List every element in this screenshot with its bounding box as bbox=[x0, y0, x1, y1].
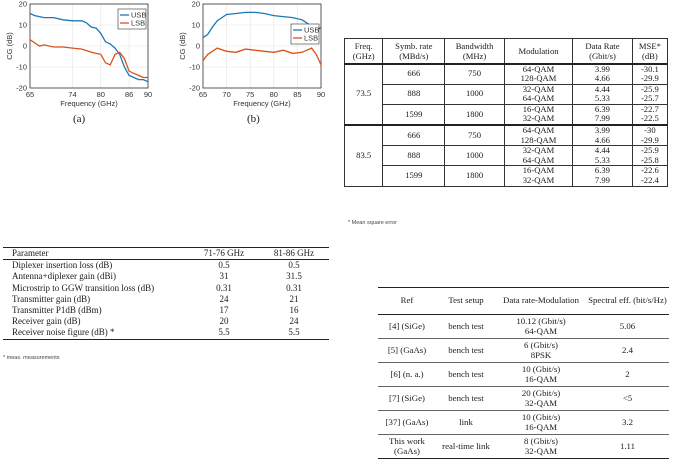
rate-cell bbox=[573, 104, 633, 125]
rate-cell bbox=[496, 363, 586, 387]
table-row bbox=[3, 294, 329, 305]
mse-cell bbox=[632, 146, 667, 166]
setup-cell bbox=[436, 363, 496, 387]
efficiency-cell-text: 1.11 bbox=[619, 440, 636, 451]
rate-cell-text: 16-QAM bbox=[524, 373, 558, 384]
plot-a bbox=[0, 0, 160, 110]
param-cell: Transmitter P1dB (dBm) bbox=[12, 305, 102, 316]
efficiency-cell bbox=[586, 411, 669, 435]
mse-value: -29.9 bbox=[640, 134, 659, 145]
rate-value: 4.44 bbox=[594, 145, 610, 156]
rate-cell-text: 10 (Gbit/s) bbox=[521, 364, 561, 375]
mod-cell bbox=[504, 64, 572, 85]
column-header: Data rate-Modulation bbox=[503, 295, 579, 306]
column-header: Parameter bbox=[12, 248, 49, 258]
table-row bbox=[378, 363, 669, 387]
table-header-row bbox=[3, 248, 329, 260]
rate-cell bbox=[573, 125, 633, 146]
sym-cell: 1599 bbox=[383, 166, 445, 186]
value-cell: 0.5 bbox=[288, 260, 300, 271]
table-row bbox=[378, 315, 669, 339]
comparison-table-body bbox=[378, 315, 669, 459]
modulation-results-table bbox=[344, 38, 668, 187]
rate-cell-text: 16-QAM bbox=[524, 421, 558, 432]
column-header: MSE* (dB) bbox=[632, 39, 667, 64]
mse-cell bbox=[632, 64, 667, 85]
table-row bbox=[3, 283, 329, 294]
table-row bbox=[345, 166, 668, 186]
x-tick-label: 90 bbox=[316, 90, 326, 99]
mse-value: -25.7 bbox=[640, 93, 659, 104]
x-tick-label: 85 bbox=[293, 90, 302, 99]
column-header: Data Rate (Gbit/s) bbox=[573, 39, 633, 64]
value-cell: 21 bbox=[289, 293, 299, 304]
mod-value: 64-QAM bbox=[522, 154, 555, 165]
sym-cell: 666 bbox=[383, 125, 445, 146]
param-cell: Diplexer insertion loss (dB) bbox=[12, 260, 113, 271]
mse-value: -22.4 bbox=[640, 175, 659, 186]
column-header: Bandwidth (MHz) bbox=[445, 39, 505, 64]
rate-cell bbox=[573, 64, 633, 85]
ref-cell-text: [5] (GaAs) bbox=[387, 344, 427, 355]
bw-cell: 1000 bbox=[445, 84, 505, 104]
table-header-row bbox=[345, 39, 668, 64]
table-row bbox=[345, 104, 668, 125]
rate-value: 6.39 bbox=[594, 103, 610, 114]
efficiency-cell bbox=[586, 315, 669, 339]
legend-label: USB bbox=[131, 10, 147, 20]
mod-value: 128-QAM bbox=[520, 134, 557, 145]
param-cell: Receiver gain (dB) bbox=[12, 316, 81, 327]
table-row bbox=[378, 387, 669, 411]
ref-cell bbox=[378, 411, 436, 435]
y-tick-label: 10 bbox=[18, 20, 27, 30]
table-row bbox=[345, 146, 668, 166]
bw-cell: 1800 bbox=[445, 104, 505, 125]
table-row bbox=[3, 327, 329, 339]
plot-b-svg bbox=[173, 0, 333, 110]
rate-value: 3.99 bbox=[594, 63, 610, 74]
rate-value: 3.99 bbox=[594, 125, 610, 136]
efficiency-cell-text: 2.4 bbox=[622, 344, 633, 355]
rate-value: 4.66 bbox=[594, 134, 610, 145]
value-cell: 5.5 bbox=[218, 327, 230, 338]
mod-cell bbox=[504, 104, 572, 125]
series-line-lsb bbox=[203, 48, 321, 65]
column-header: Ref bbox=[400, 295, 414, 306]
column-header: Freq. (GHz) bbox=[345, 39, 383, 64]
value-cell: 24 bbox=[219, 293, 229, 304]
efficiency-cell bbox=[586, 339, 669, 363]
rate-cell bbox=[573, 146, 633, 166]
rate-cell-text: 6 (Gbit/s) bbox=[524, 340, 558, 351]
legend-label: USB bbox=[304, 25, 320, 35]
ref-cell bbox=[378, 339, 436, 363]
efficiency-cell-text: 5.06 bbox=[619, 320, 636, 331]
sym-cell: 888 bbox=[383, 146, 445, 166]
value-cell: 31 bbox=[219, 271, 229, 282]
mse-cell bbox=[632, 125, 667, 146]
table-row bbox=[345, 125, 668, 146]
mse-value: -30.1 bbox=[640, 63, 659, 74]
column-header: Modulation bbox=[504, 39, 572, 64]
y-tick-label: 20 bbox=[18, 0, 27, 9]
rate-value: 5.33 bbox=[594, 154, 610, 165]
table-row bbox=[3, 316, 329, 327]
mse-value: -22.6 bbox=[640, 165, 659, 176]
rate-value: 5.33 bbox=[594, 93, 610, 104]
rate-cell bbox=[496, 339, 586, 363]
efficiency-cell-text: <5 bbox=[622, 392, 633, 403]
rate-cell-text: 8 (Gbit/s) bbox=[524, 436, 558, 447]
bw-cell: 750 bbox=[445, 64, 505, 85]
rate-cell-text: 64-QAM bbox=[524, 325, 558, 336]
mse-value: -22.5 bbox=[640, 113, 659, 124]
rate-cell-text: 32-QAM bbox=[524, 397, 558, 408]
x-tick-label: 90 bbox=[143, 90, 153, 99]
efficiency-cell bbox=[586, 363, 669, 387]
param-cell: Receiver noise figure (dB) * bbox=[12, 327, 115, 338]
rate-cell-text: 10 (Gbit/s) bbox=[521, 412, 561, 423]
y-tick-label: -10 bbox=[189, 62, 200, 72]
value-cell: 20 bbox=[219, 316, 229, 327]
plot-a-caption: (a) bbox=[73, 113, 86, 125]
value-cell: 0.5 bbox=[218, 260, 230, 271]
rate-cell bbox=[496, 435, 586, 459]
mod-cell bbox=[504, 84, 572, 104]
value-cell: 0.31 bbox=[286, 282, 302, 293]
y-tick-label: 0 bbox=[195, 41, 200, 51]
value-cell: 5.5 bbox=[288, 327, 300, 338]
value-cell: 0.31 bbox=[216, 282, 232, 293]
x-axis-label: Frequency (GHz) bbox=[60, 99, 118, 108]
x-axis-label: Frequency (GHz) bbox=[233, 99, 291, 108]
table1-footnote: * Mean square error bbox=[348, 220, 397, 226]
table-row bbox=[3, 305, 329, 316]
table-row bbox=[378, 411, 669, 435]
table-row bbox=[378, 339, 669, 363]
table2-footnote: * meas. measurements bbox=[3, 355, 60, 361]
rate-value: 7.99 bbox=[594, 113, 610, 124]
table-row bbox=[378, 435, 669, 459]
x-tick-label: 65 bbox=[198, 90, 208, 99]
mod-cell bbox=[504, 125, 572, 146]
x-tick-label: 74 bbox=[68, 90, 77, 99]
efficiency-cell-text: 3.2 bbox=[622, 416, 633, 427]
mod-value: 32-QAM bbox=[522, 113, 555, 124]
value-cell: 31.5 bbox=[286, 271, 302, 282]
param-cell: Antenna+diplexer gain (dBi) bbox=[12, 271, 117, 282]
column-header: 81-86 GHz bbox=[273, 248, 315, 258]
param-cell: Transmitter gain (dB) bbox=[12, 293, 91, 304]
mod-value: 64-QAM bbox=[522, 63, 555, 74]
x-tick-label: 86 bbox=[124, 90, 134, 99]
setup-cell-text: bench test bbox=[448, 320, 484, 331]
value-cell: 24 bbox=[289, 316, 299, 327]
mod-value: 64-QAM bbox=[522, 125, 555, 136]
table-group-83-5 bbox=[345, 125, 668, 186]
mse-value: -30 bbox=[644, 125, 656, 136]
value-cell: 16 bbox=[289, 305, 299, 316]
mod-value: 16-QAM bbox=[522, 103, 555, 114]
x-tick-label: 70 bbox=[222, 90, 231, 99]
mse-value: -25.8 bbox=[640, 154, 659, 165]
y-tick-label: -10 bbox=[16, 62, 27, 72]
mod-cell bbox=[504, 146, 572, 166]
efficiency-cell-text: 2 bbox=[625, 368, 630, 379]
setup-cell-text: bench test bbox=[448, 344, 484, 355]
legend-label: LSB bbox=[131, 18, 146, 28]
rate-value: 7.99 bbox=[594, 175, 610, 186]
mod-cell bbox=[504, 166, 572, 186]
y-tick-label: -20 bbox=[189, 83, 200, 93]
rate-cell bbox=[573, 84, 633, 104]
y-axis-label: CG (dB) bbox=[5, 32, 14, 60]
x-tick-label: 80 bbox=[269, 90, 278, 99]
table-row bbox=[345, 84, 668, 104]
bw-cell: 750 bbox=[445, 125, 505, 146]
column-header: Test setup bbox=[448, 295, 484, 306]
setup-cell bbox=[436, 315, 496, 339]
rate-cell bbox=[496, 315, 586, 339]
ref-cell-text: [4] (SiGe) bbox=[389, 320, 425, 331]
mse-value: -29.9 bbox=[640, 73, 659, 84]
rate-cell bbox=[496, 387, 586, 411]
rate-cell-text: 32-QAM bbox=[524, 445, 558, 456]
ref-cell-text: This work (GaAs) bbox=[389, 436, 425, 456]
setup-cell bbox=[436, 411, 496, 435]
freq-cell: 73.5 bbox=[345, 64, 383, 126]
legend-label: LSB bbox=[304, 33, 319, 43]
link-budget-table bbox=[3, 247, 329, 340]
y-tick-label: -20 bbox=[16, 83, 27, 93]
y-tick-label: 20 bbox=[191, 0, 200, 9]
ref-cell-text: [6] (n. a.) bbox=[390, 368, 424, 379]
table-row bbox=[3, 260, 329, 272]
ref-cell bbox=[378, 435, 436, 459]
column-header: 71-76 GHz bbox=[203, 248, 245, 258]
mse-value: -25.9 bbox=[640, 83, 659, 94]
plot-a-svg bbox=[0, 0, 160, 110]
mse-cell bbox=[632, 104, 667, 125]
mse-value: -25.9 bbox=[640, 145, 659, 156]
rate-value: 6.39 bbox=[594, 165, 610, 176]
param-cell: Microstrip to GGW transition loss (dB) bbox=[12, 282, 155, 293]
mod-value: 16-QAM bbox=[522, 165, 555, 176]
series-line-lsb bbox=[30, 40, 148, 78]
setup-cell-text: real-time link bbox=[442, 440, 490, 451]
table-group-73-5 bbox=[345, 64, 668, 126]
setup-cell-text: bench test bbox=[448, 392, 484, 403]
setup-cell bbox=[436, 387, 496, 411]
mse-value: -22.7 bbox=[640, 103, 659, 114]
rate-cell bbox=[573, 166, 633, 186]
sym-cell: 888 bbox=[383, 84, 445, 104]
ref-cell-text: [7] (SiGe) bbox=[389, 392, 425, 403]
ref-cell-text: [37] (GaAs) bbox=[385, 416, 429, 427]
comparison-table bbox=[378, 287, 669, 459]
sym-cell: 1599 bbox=[383, 104, 445, 125]
bw-cell: 1000 bbox=[445, 146, 505, 166]
rate-value: 4.66 bbox=[594, 73, 610, 84]
bw-cell: 1800 bbox=[445, 166, 505, 186]
column-header: Symb. rate (MBd/s) bbox=[383, 39, 445, 64]
x-tick-label: 80 bbox=[96, 90, 105, 99]
setup-cell-text: bench test bbox=[448, 368, 484, 379]
y-tick-label: 10 bbox=[191, 20, 200, 30]
x-tick-label: 65 bbox=[25, 90, 35, 99]
freq-cell: 83.5 bbox=[345, 125, 383, 186]
sym-cell: 666 bbox=[383, 64, 445, 85]
mod-value: 32-QAM bbox=[522, 145, 555, 156]
mod-value: 64-QAM bbox=[522, 93, 555, 104]
rate-cell-text: 20 (Gbit/s) bbox=[521, 388, 561, 399]
ref-cell bbox=[378, 363, 436, 387]
setup-cell bbox=[436, 435, 496, 459]
y-axis-label: CG (dB) bbox=[178, 32, 187, 60]
ref-cell bbox=[378, 315, 436, 339]
mod-value: 128-QAM bbox=[520, 73, 557, 84]
rate-value: 4.44 bbox=[594, 83, 610, 94]
rate-cell-text: 10.12 (Gbit/s) bbox=[516, 316, 566, 327]
plot-b bbox=[173, 0, 333, 110]
setup-cell bbox=[436, 339, 496, 363]
value-cell: 17 bbox=[219, 305, 229, 316]
table-row bbox=[345, 64, 668, 85]
plot-b-caption: (b) bbox=[247, 113, 260, 125]
rate-cell bbox=[496, 411, 586, 435]
efficiency-cell bbox=[586, 387, 669, 411]
y-tick-label: 0 bbox=[22, 41, 27, 51]
table-row bbox=[3, 271, 329, 282]
x-tick-label: 75 bbox=[246, 90, 255, 99]
table-header-row bbox=[378, 288, 669, 315]
efficiency-cell bbox=[586, 435, 669, 459]
mse-cell bbox=[632, 166, 667, 186]
mse-cell bbox=[632, 84, 667, 104]
mod-value: 32-QAM bbox=[522, 175, 555, 186]
ref-cell bbox=[378, 387, 436, 411]
rate-cell-text: 8PSK bbox=[530, 349, 552, 360]
setup-cell-text: link bbox=[459, 416, 473, 427]
mod-value: 32-QAM bbox=[522, 83, 555, 94]
column-header: Spectral eff. (bit/s/Hz) bbox=[588, 295, 667, 306]
